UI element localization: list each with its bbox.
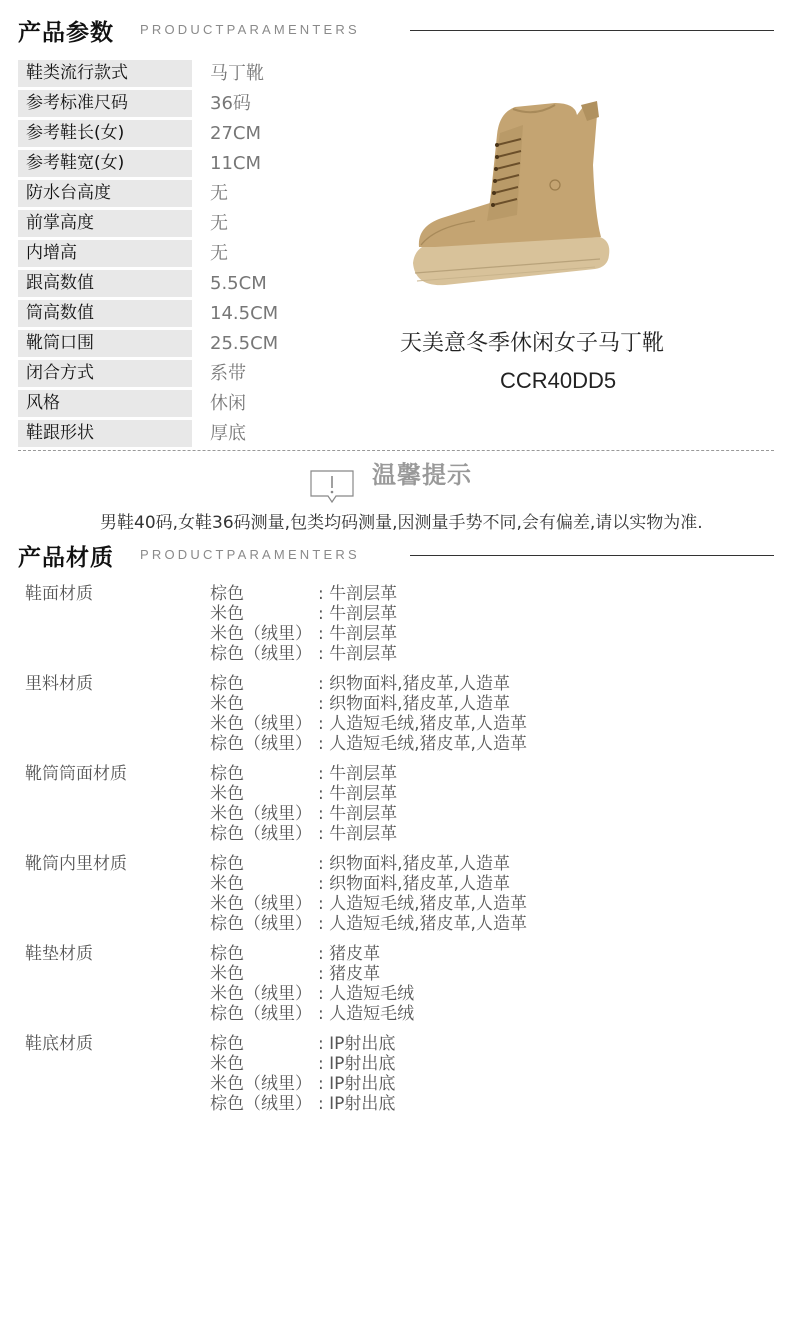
param-key: 筒高数值 bbox=[18, 300, 192, 327]
material-line bbox=[210, 764, 397, 784]
param-row bbox=[18, 300, 398, 330]
material-value: : 牛剖层革 bbox=[318, 604, 398, 624]
param-key: 跟高数值 bbox=[18, 270, 192, 297]
material-color: 米色（绒里） bbox=[210, 804, 312, 824]
param-key: 闭合方式 bbox=[18, 360, 192, 387]
material-line bbox=[210, 944, 380, 964]
material-value: : 织物面料,猪皮革,人造革 bbox=[318, 854, 510, 874]
material-value: : 牛剖层革 bbox=[318, 764, 398, 784]
material-group bbox=[25, 1034, 765, 1124]
tip-title: 温馨提示 bbox=[372, 461, 472, 489]
material-color: 棕色（绒里） bbox=[210, 734, 312, 754]
param-value: 系带 bbox=[210, 363, 246, 384]
material-group bbox=[25, 854, 765, 944]
material-color: 米色 bbox=[210, 964, 244, 984]
material-value: : 人造短毛绒,猪皮革,人造革 bbox=[318, 894, 527, 914]
divider-line bbox=[410, 30, 774, 31]
param-row bbox=[18, 270, 398, 300]
param-row bbox=[18, 240, 398, 270]
tip-text: 男鞋40码,女鞋36码测量,包类均码测量,因测量手势不同,会有偏差,请以实物为准. bbox=[100, 513, 703, 533]
param-value: 27CM bbox=[210, 123, 262, 144]
product-name: 天美意冬季休闲女子马丁靴 bbox=[400, 331, 665, 356]
param-value: 无 bbox=[210, 213, 228, 234]
param-key: 鞋跟形状 bbox=[18, 420, 192, 447]
material-color: 米色（绒里） bbox=[210, 1074, 312, 1094]
material-value: : 猪皮革 bbox=[318, 964, 381, 984]
param-row bbox=[18, 60, 398, 90]
material-value: : IP射出底 bbox=[318, 1074, 396, 1094]
material-line bbox=[210, 694, 510, 714]
param-key: 风格 bbox=[18, 390, 192, 417]
material-value: : 牛剖层革 bbox=[318, 804, 398, 824]
material-value: : 牛剖层革 bbox=[318, 624, 398, 644]
material-color: 棕色 bbox=[210, 674, 244, 694]
material-value: : IP射出底 bbox=[318, 1054, 396, 1074]
material-color: 棕色 bbox=[210, 944, 244, 964]
section-subtitle: PRODUCTPARAMENTERS bbox=[140, 22, 360, 37]
param-row bbox=[18, 180, 398, 210]
material-line bbox=[210, 714, 527, 734]
material-value: : 牛剖层革 bbox=[318, 584, 398, 604]
material-color: 米色 bbox=[210, 784, 244, 804]
exclamation-speech-icon bbox=[310, 470, 354, 504]
params-table bbox=[18, 60, 398, 450]
param-row bbox=[18, 90, 398, 120]
section-title: 产品材质 bbox=[18, 545, 114, 571]
boot-image bbox=[405, 95, 615, 295]
param-value: 11CM bbox=[210, 153, 262, 174]
material-line bbox=[210, 734, 527, 754]
material-line bbox=[210, 984, 414, 1004]
material-line bbox=[210, 584, 397, 604]
param-value: 25.5CM bbox=[210, 333, 279, 354]
material-value: : 牛剖层革 bbox=[318, 824, 398, 844]
material-color: 棕色 bbox=[210, 764, 244, 784]
divider-line bbox=[410, 555, 774, 556]
material-color: 米色（绒里） bbox=[210, 624, 312, 644]
dashed-divider bbox=[18, 450, 774, 451]
material-value: : 织物面料,猪皮革,人造革 bbox=[318, 874, 510, 894]
material-color: 米色 bbox=[210, 1054, 244, 1074]
param-row bbox=[18, 330, 398, 360]
material-color: 棕色 bbox=[210, 1034, 244, 1054]
material-line bbox=[210, 1074, 395, 1094]
material-color: 棕色（绒里） bbox=[210, 1004, 312, 1024]
param-value: 休闲 bbox=[210, 393, 246, 414]
material-value: : 人造短毛绒,猪皮革,人造革 bbox=[318, 734, 527, 754]
param-key: 防水台高度 bbox=[18, 180, 192, 207]
material-color: 米色 bbox=[210, 694, 244, 714]
param-value: 无 bbox=[210, 243, 228, 264]
material-group bbox=[25, 584, 765, 674]
material-color: 棕色（绒里） bbox=[210, 644, 312, 664]
material-line bbox=[210, 624, 397, 644]
material-line bbox=[210, 914, 527, 934]
section-header-params bbox=[0, 8, 790, 48]
param-key: 参考鞋长(女) bbox=[18, 120, 192, 147]
material-color: 棕色 bbox=[210, 584, 244, 604]
material-category: 靴筒内里材质 bbox=[25, 854, 127, 874]
material-line bbox=[210, 784, 397, 804]
material-color: 米色（绒里） bbox=[210, 894, 312, 914]
material-category: 鞋垫材质 bbox=[25, 944, 93, 964]
param-key: 前掌高度 bbox=[18, 210, 192, 237]
material-color: 棕色（绒里） bbox=[210, 1094, 312, 1114]
material-line bbox=[210, 674, 510, 694]
material-category: 靴筒筒面材质 bbox=[25, 764, 127, 784]
param-row bbox=[18, 390, 398, 420]
material-group bbox=[25, 944, 765, 1034]
material-value: : 牛剖层革 bbox=[318, 644, 398, 664]
material-line bbox=[210, 804, 397, 824]
boot-drawing bbox=[413, 101, 609, 285]
product-code: CCR40DD5 bbox=[500, 368, 617, 393]
material-category: 里料材质 bbox=[25, 674, 93, 694]
material-group bbox=[25, 674, 765, 764]
material-color: 米色 bbox=[210, 874, 244, 894]
param-value: 无 bbox=[210, 183, 228, 204]
material-line bbox=[210, 964, 380, 984]
material-color: 米色 bbox=[210, 604, 244, 624]
material-color: 棕色（绒里） bbox=[210, 914, 312, 934]
material-line bbox=[210, 1094, 395, 1114]
material-value: : 人造短毛绒 bbox=[318, 984, 415, 1004]
material-line bbox=[210, 854, 510, 874]
param-row bbox=[18, 420, 398, 450]
material-group bbox=[25, 764, 765, 854]
material-value: : 猪皮革 bbox=[318, 944, 381, 964]
param-key: 鞋类流行款式 bbox=[18, 60, 192, 87]
material-color: 棕色（绒里） bbox=[210, 824, 312, 844]
material-category: 鞋面材质 bbox=[25, 584, 93, 604]
material-line bbox=[210, 1004, 414, 1024]
material-category: 鞋底材质 bbox=[25, 1034, 93, 1054]
material-value: : 人造短毛绒,猪皮革,人造革 bbox=[318, 914, 527, 934]
param-row bbox=[18, 150, 398, 180]
material-line bbox=[210, 1054, 395, 1074]
param-key: 内增高 bbox=[18, 240, 192, 267]
material-color: 米色（绒里） bbox=[210, 714, 312, 734]
param-value: 14.5CM bbox=[210, 303, 279, 324]
param-key: 参考鞋宽(女) bbox=[18, 150, 192, 177]
section-header-materials bbox=[0, 533, 790, 573]
material-line bbox=[210, 644, 397, 664]
param-value: 马丁靴 bbox=[210, 63, 264, 84]
materials-list bbox=[25, 584, 765, 1124]
material-line bbox=[210, 894, 527, 914]
material-value: : IP射出底 bbox=[318, 1094, 396, 1114]
material-value: : 牛剖层革 bbox=[318, 784, 398, 804]
material-value: : 织物面料,猪皮革,人造革 bbox=[318, 694, 510, 714]
param-value: 36码 bbox=[210, 93, 251, 114]
param-row bbox=[18, 210, 398, 240]
material-value: : 织物面料,猪皮革,人造革 bbox=[318, 674, 510, 694]
material-value: : 人造短毛绒,猪皮革,人造革 bbox=[318, 714, 527, 734]
material-value: : 人造短毛绒 bbox=[318, 1004, 415, 1024]
section-subtitle: PRODUCTPARAMENTERS bbox=[140, 547, 360, 562]
param-value: 厚底 bbox=[210, 423, 246, 444]
material-line bbox=[210, 824, 397, 844]
section-title: 产品参数 bbox=[18, 20, 114, 46]
material-color: 米色（绒里） bbox=[210, 984, 312, 1004]
material-line bbox=[210, 604, 397, 624]
param-row bbox=[18, 360, 398, 390]
material-line bbox=[210, 1034, 395, 1054]
param-value: 5.5CM bbox=[210, 273, 267, 294]
param-key: 参考标准尺码 bbox=[18, 90, 192, 117]
material-line bbox=[210, 874, 510, 894]
param-row bbox=[18, 120, 398, 150]
material-color: 棕色 bbox=[210, 854, 244, 874]
param-key: 靴筒口围 bbox=[18, 330, 192, 357]
material-value: : IP射出底 bbox=[318, 1034, 396, 1054]
